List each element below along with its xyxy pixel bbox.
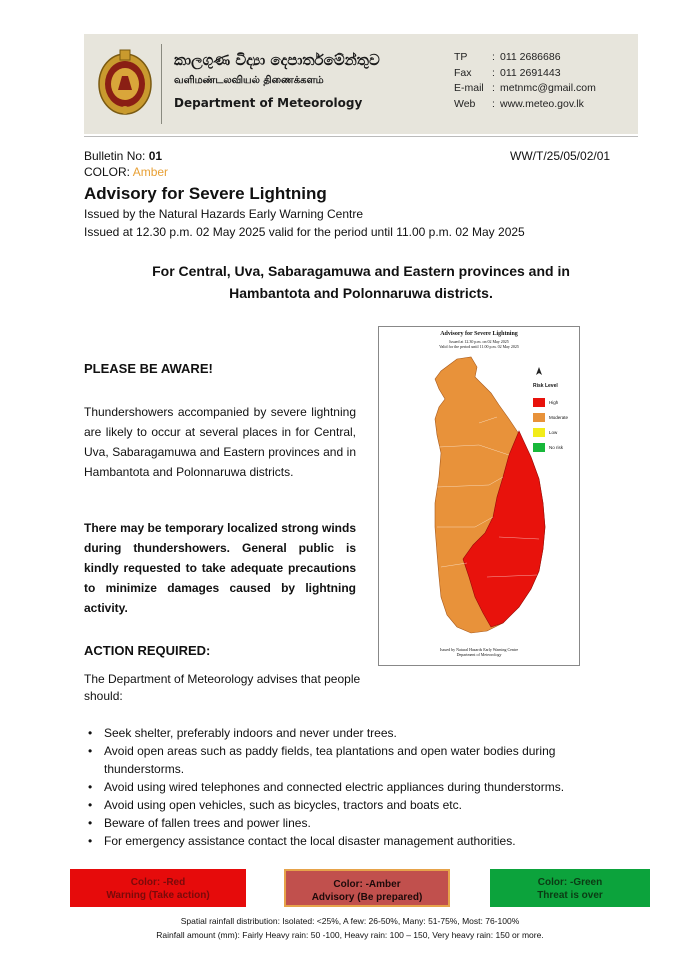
legend-swatch: [533, 428, 545, 437]
bulletin-color: [84, 164, 168, 180]
list-item: • Beware of fallen trees and power lines.: [86, 814, 626, 832]
legend-label: High: [549, 400, 559, 405]
color-key-title: Color: -Red: [130, 877, 186, 888]
risk-map: [378, 326, 580, 666]
contact-web: [454, 97, 596, 113]
color-key-title: Color: -Green: [537, 877, 603, 888]
map-title: Advisory for Severe Lightning: [440, 331, 518, 337]
color-key-amber: [284, 869, 450, 907]
map-footer-department: Department of Meteorology: [456, 652, 502, 657]
contact-key: Web: [454, 97, 476, 110]
map-subtitle: Issued at 12.30 p.m. on 02 May 2025: [449, 339, 509, 344]
bulletin-number-value: 01: [148, 149, 163, 163]
advisory-paragraph: Thundershowers accompanied by severe lightning are likely to occur at several places in for Central, Uva, Sabaragamuwa and Eastern provinces and in Hambantota and Polonnaruwa districts.: [84, 405, 356, 479]
legend-swatch: [533, 443, 545, 452]
legend-item-moderate: [533, 410, 568, 425]
contact-separator: :: [492, 82, 495, 94]
legend-item-high: [533, 395, 568, 410]
rainfall-distribution-note: Spatial rainfall distribution: Isolated: <25%, A few: 26-50%, Many: 51-75%, Most: 76-100%: [180, 916, 520, 926]
contact-email: [454, 81, 596, 97]
action-heading: ACTION REQUIRED:: [84, 643, 211, 658]
contact-value[interactable]: metnmc@gmail.com: [500, 82, 596, 94]
issued-at: Issued at 12.30 p.m. 02 May 2025 valid for the period until 11.00 p.m. 02 May 2025: [84, 225, 525, 239]
winds-paragraph: There may be temporary localized strong winds during thundershowers. General public is kindly requested to take adequate precautions to minimize damages caused by lightning activity.: [84, 521, 356, 615]
region-line-2: Hambantota and Polonnaruwa districts.: [229, 285, 493, 301]
color-key-green: [490, 869, 650, 907]
legend-label: Low: [549, 430, 558, 435]
color-key-red: [70, 869, 246, 907]
contact-separator: :: [492, 51, 495, 63]
region-heading: [84, 260, 638, 304]
issued-by: Issued by the Natural Hazards Early Warning Centre: [84, 207, 364, 221]
north-arrow-icon: [536, 367, 542, 375]
header-rule: [84, 136, 638, 137]
contact-key: Fax: [454, 66, 472, 79]
contact-details: [454, 50, 596, 112]
department-title-english: Department of Meteorology: [174, 96, 363, 110]
color-key-meaning: Warning (Take action): [106, 890, 210, 901]
color-key-meaning: Advisory (Be prepared): [311, 892, 423, 903]
legend-item-no-risk: [533, 440, 568, 455]
aware-heading: PLEASE BE AWARE!: [84, 361, 213, 376]
department-title-tamil: வளிமண்டலவியல் திணைக்களம்: [174, 75, 324, 86]
state-emblem-icon: [96, 46, 154, 118]
contact-value[interactable]: www.meteo.gov.lk: [500, 97, 584, 110]
sri-lanka-map: [379, 327, 579, 665]
list-item: • Avoid using wired telephones and connected electric appliances during thunderstorms.: [86, 778, 626, 796]
color-value: Amber: [132, 165, 169, 179]
color-key-meaning: Threat is over: [537, 890, 603, 901]
color-key-title: Color: -Amber: [333, 879, 401, 890]
action-list: [86, 724, 626, 850]
legend-label: No risk: [549, 445, 564, 450]
legend-label: Moderate: [549, 415, 569, 420]
color-label: COLOR:: [84, 165, 131, 179]
list-item: • For emergency assistance contact the local disaster management authorities.: [86, 832, 626, 850]
header-divider: [161, 44, 162, 124]
contact-tp: [454, 50, 596, 66]
map-footer-issuer: Issued by Natural Hazards Early Warning Centre: [439, 647, 519, 652]
legend-swatch: [533, 398, 545, 407]
advises-text: The Department of Meteorology advises that people should:: [84, 672, 361, 703]
contact-key: TP: [454, 51, 468, 63]
legend-title: Risk Level: [533, 383, 558, 389]
map-validity: Valid for the period until 11.00 p.m. 02 May 2025: [439, 344, 519, 349]
list-item: • Seek shelter, preferably indoors and never under trees.: [86, 724, 626, 742]
contact-separator: :: [492, 66, 495, 79]
bulletin-reference: WW/T/25/05/02/01: [510, 149, 611, 163]
region-line-1: For Central, Uva, Sabaragamuwa and Eastern provinces and in: [152, 263, 570, 279]
list-item: • Avoid using open vehicles, such as bicycles, tractors and boats etc.: [86, 796, 626, 814]
contact-key: E-mail: [454, 82, 484, 94]
contact-value: 011 2691443: [500, 66, 561, 79]
list-item: • Avoid open areas such as paddy fields, tea plantations and open water bodies during thunderstorms.: [86, 742, 626, 778]
map-legend: [533, 383, 568, 455]
rainfall-amount-note: Rainfall amount (mm): Fairly Heavy rain: 50 -100, Heavy rain: 100 – 150, Very heavy rain: 150 or more.: [156, 930, 544, 940]
contact-fax: [454, 66, 596, 82]
bulletin-label: Bulletin No:: [84, 149, 146, 163]
bulletin-number: [84, 148, 162, 164]
letterhead: [84, 34, 638, 134]
legend-item-low: [533, 425, 568, 440]
contact-separator: :: [492, 97, 495, 110]
contact-value: 011 2686686: [500, 51, 561, 63]
legend-swatch: [533, 413, 545, 422]
advisory-title: Advisory for Severe Lightning: [84, 184, 327, 203]
department-title-sinhala: කාලගුණ විද්‍යා දෙපාර්තමේන්තුව: [174, 51, 380, 69]
